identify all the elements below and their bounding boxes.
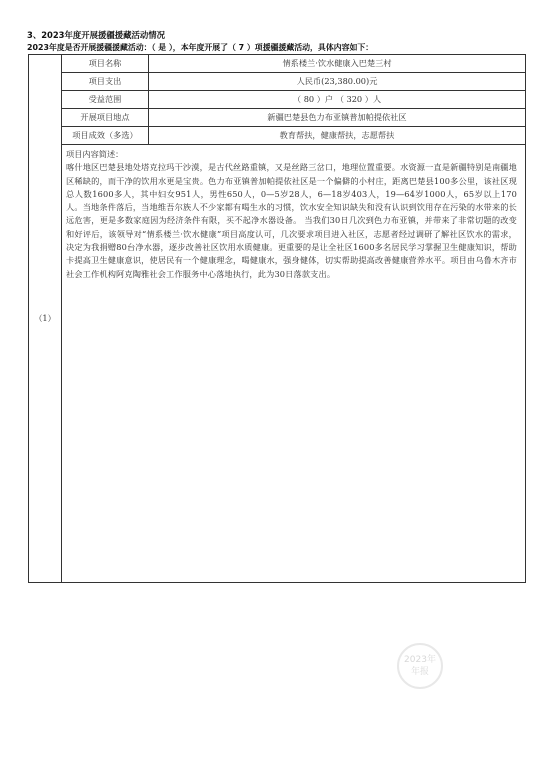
watermark-label: 年报 [410, 667, 429, 677]
description-title: 项目内容简述： [66, 149, 124, 159]
project-cost-value: 人民币(23,380.00)元 [149, 73, 526, 91]
activity-table [28, 54, 526, 583]
table-row [29, 91, 526, 109]
beneficiary-scope-label: 受益范围 [62, 91, 149, 109]
annual-report-watermark [397, 643, 443, 689]
beneficiary-scope-value: （ 80 ）户 （ 320 ）人 [149, 91, 526, 109]
project-name-label: 项目名称 [62, 55, 149, 73]
project-location-label: 开展项目地点 [62, 109, 149, 127]
project-outcome-label: 项目成效（多选） [62, 127, 149, 145]
table-row [29, 145, 526, 583]
project-cost-label: 项目支出 [62, 73, 149, 91]
table-row [29, 73, 526, 91]
project-location-value: 新疆巴楚县色力布亚镇普加帕提依社区 [149, 109, 526, 127]
table-row [29, 55, 526, 73]
watermark-year: 2023年 [404, 655, 436, 665]
section-title: 3、2023年度开展援疆援藏活动情况 [27, 30, 166, 40]
description-body: 喀什地区巴楚县地处塔克拉玛干沙漠，是古代丝路重镇，又是丝路三岔口，地理位置重要。水资源一直是新疆特别是南疆地区稀缺的，而干净的饮用水更是宝贵。色力布亚镇普加帕提依社区是一个偏僻的小村庄，距离巴楚县100多公里，该社区现总人数1600多人，其中妇女951人，男性650人，0—5岁28人，6—18岁403人，19—64岁1000人，65岁以上170人。当地条件落后，当地维吾尔族人不少家都有喝生水的习惯，饮水安全知识缺失和没有认识到饮用存在污染的水带来的长远危害，更是多数家庭因为经济条件有限，买不起净水器设备。 当我们30日几次到色力布亚镇，并带来了非常切题的改变和好评后，该领导对“情系楼兰·饮水健康”项目高度认可，几次要求项目进入社区，志愿者经过调研了解社区饮水的需求，决定为我捐赠80台净水器，逐步改善社区饮用水质健康。更重要的是让全社区1600多名居民学习掌握卫生健康知识，帮助卡提高卫生健康意识，使居民有一个健康理念，喝健康水，强身健体，切实帮助提高改善健康营养水平。项目由乌鲁木齐市社会工作机构阿克陶雅社会工作服务中心落地执行，此为30日落款支出。 [66, 162, 517, 279]
project-name-value: 情系楼兰·饮水健康入巴楚三村 [149, 55, 526, 73]
section-subtitle: 2023年度是否开展援疆援藏活动：（ 是 ），本年度开展了（ 7 ）项援疆援藏活动，具体内容如下： [27, 43, 374, 52]
row-index: （1） [29, 55, 62, 583]
table-row [29, 127, 526, 145]
project-description-cell [62, 145, 526, 583]
project-outcome-value: 教育帮扶，健康帮扶，志愿帮扶 [149, 127, 526, 145]
table-row [29, 109, 526, 127]
